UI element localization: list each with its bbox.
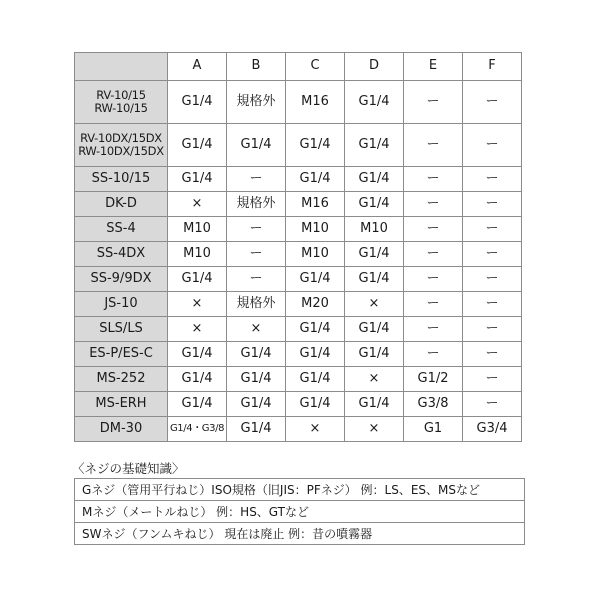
thread-basics-table — [74, 478, 525, 545]
thread-cell-b: ー — [227, 167, 286, 192]
thread-cell-e: ー — [404, 81, 463, 124]
row-header-model — [75, 417, 168, 442]
model-name-line: SS-4DX — [96, 245, 146, 261]
thread-cell-f: ー — [463, 81, 522, 124]
thread-cell-e: ー — [404, 292, 463, 317]
table-row — [75, 167, 522, 192]
thread-cell-b: ー — [227, 242, 286, 267]
thread-cell-c: G1/4 — [286, 392, 345, 417]
basics-row — [75, 523, 525, 545]
thread-cell-d: × — [345, 292, 404, 317]
thread-cell-e: ー — [404, 167, 463, 192]
table-row — [75, 342, 522, 367]
model-name-line: JS-10 — [104, 295, 138, 311]
thread-cell-a: × — [168, 317, 227, 342]
thread-cell-c: M10 — [286, 242, 345, 267]
thread-cell-f: ー — [463, 292, 522, 317]
thread-cell-e: G1/2 — [404, 367, 463, 392]
model-name-line: MS-ERH — [95, 395, 147, 411]
thread-cell-b: G1/4 — [227, 342, 286, 367]
thread-cell-c: × — [286, 417, 345, 442]
column-header-f: F — [463, 53, 522, 81]
row-header-model — [75, 317, 168, 342]
table-row — [75, 267, 522, 292]
table-row — [75, 81, 522, 124]
row-header-model — [75, 392, 168, 417]
thread-cell-c: G1/4 — [286, 342, 345, 367]
thread-cell-d: G1/4 — [345, 81, 404, 124]
thread-cell-d: G1/4 — [345, 317, 404, 342]
thread-cell-d: G1/4 — [345, 267, 404, 292]
table-row — [75, 367, 522, 392]
thread-cell-e: ー — [404, 124, 463, 167]
model-name-line: SS-4 — [106, 220, 136, 236]
thread-spec-table — [74, 52, 522, 442]
thread-cell-f: ー — [463, 124, 522, 167]
thread-cell-a: G1/4 — [168, 392, 227, 417]
thread-cell-f: ー — [463, 167, 522, 192]
thread-cell-f: G3/4 — [463, 417, 522, 442]
column-header-d: D — [345, 53, 404, 81]
model-name-line: RW-10/15 — [94, 101, 148, 115]
thread-basics-heading: 〈ネジの基礎知識〉 — [72, 461, 185, 476]
thread-cell-b: G1/4 — [227, 392, 286, 417]
model-name-line: RV-10DX/15DX — [80, 130, 162, 145]
thread-cell-e: ー — [404, 267, 463, 292]
row-header-model — [75, 292, 168, 317]
thread-cell-f: ー — [463, 367, 522, 392]
thread-cell-f: ー — [463, 392, 522, 417]
thread-cell-b: 規格外 — [227, 192, 286, 217]
basics-item-m-thread: Mネジ（メートルねじ） 例：HS、GTなど — [75, 501, 525, 523]
thread-cell-b: × — [227, 317, 286, 342]
table-body — [75, 81, 522, 442]
row-header-model — [75, 192, 168, 217]
model-name-line: ES-P/ES-C — [89, 345, 153, 361]
basics-row — [75, 479, 525, 501]
thread-cell-e: ー — [404, 342, 463, 367]
thread-cell-a: G1/4 — [168, 342, 227, 367]
thread-cell-a: G1/4 — [168, 81, 227, 124]
thread-cell-a: G1/4 — [168, 124, 227, 167]
model-name-line: SS-10/15 — [91, 170, 151, 186]
thread-cell-d: × — [345, 417, 404, 442]
thread-cell-d: G1/4 — [345, 124, 404, 167]
thread-cell-c: G1/4 — [286, 124, 345, 167]
model-name-line: DK-D — [105, 195, 137, 211]
thread-cell-c: G1/4 — [286, 367, 345, 392]
thread-cell-f: ー — [463, 267, 522, 292]
thread-cell-c: G1/4 — [286, 267, 345, 292]
table-row — [75, 417, 522, 442]
thread-cell-b: ー — [227, 217, 286, 242]
thread-cell-d: G1/4 — [345, 192, 404, 217]
basics-row — [75, 501, 525, 523]
thread-cell-b: G1/4 — [227, 417, 286, 442]
thread-cell-d: G1/4 — [345, 392, 404, 417]
thread-cell-c: M10 — [286, 217, 345, 242]
thread-cell-c: M16 — [286, 192, 345, 217]
thread-cell-a: G1/4 — [168, 167, 227, 192]
table-row — [75, 292, 522, 317]
table-row — [75, 317, 522, 342]
row-header-model — [75, 217, 168, 242]
row-header-model — [75, 342, 168, 367]
thread-cell-f: ー — [463, 242, 522, 267]
table-corner-cell — [75, 53, 168, 81]
thread-cell-e: G1 — [404, 417, 463, 442]
model-name-line: SS-9/9DX — [90, 270, 152, 286]
thread-cell-e: ー — [404, 317, 463, 342]
basics-item-g-thread: Gネジ（管用平行ねじ）ISO規格（旧JIS：PFネジ） 例：LS、ES、MSなど — [75, 479, 525, 501]
thread-cell-a: G1/4・G3/8 — [168, 417, 227, 442]
row-header-model — [75, 124, 168, 167]
thread-cell-e: ー — [404, 242, 463, 267]
table-header-row — [75, 53, 522, 81]
model-name-line: RV-10/15 — [96, 87, 146, 102]
row-header-model — [75, 167, 168, 192]
table-row — [75, 242, 522, 267]
thread-cell-a: M10 — [168, 217, 227, 242]
column-header-c: C — [286, 53, 345, 81]
table-row — [75, 192, 522, 217]
model-name-line: MS-252 — [96, 370, 146, 386]
thread-cell-e: G3/8 — [404, 392, 463, 417]
thread-cell-e: ー — [404, 217, 463, 242]
thread-cell-b: 規格外 — [227, 81, 286, 124]
thread-cell-a: M10 — [168, 242, 227, 267]
row-header-model — [75, 267, 168, 292]
table-row — [75, 124, 522, 167]
thread-cell-f: ー — [463, 192, 522, 217]
thread-cell-a: × — [168, 192, 227, 217]
model-name-line: RW-10DX/15DX — [78, 144, 164, 158]
thread-cell-b: ー — [227, 267, 286, 292]
thread-cell-f: ー — [463, 317, 522, 342]
thread-cell-a: × — [168, 292, 227, 317]
thread-cell-d: G1/4 — [345, 167, 404, 192]
model-name-line: SLS/LS — [99, 320, 143, 336]
thread-cell-f: ー — [463, 217, 522, 242]
thread-cell-b: 規格外 — [227, 292, 286, 317]
thread-cell-c: M16 — [286, 81, 345, 124]
thread-cell-a: G1/4 — [168, 267, 227, 292]
row-header-model — [75, 242, 168, 267]
column-header-e: E — [404, 53, 463, 81]
thread-cell-c: G1/4 — [286, 167, 345, 192]
row-header-model — [75, 81, 168, 124]
thread-cell-f: ー — [463, 342, 522, 367]
row-header-model — [75, 367, 168, 392]
column-header-a: A — [168, 53, 227, 81]
basics-item-sw-thread: SWネジ（フンムキねじ） 現在は廃止 例：昔の噴霧器 — [75, 523, 525, 545]
thread-cell-b: G1/4 — [227, 367, 286, 392]
thread-cell-a: G1/4 — [168, 367, 227, 392]
thread-cell-d: G1/4 — [345, 242, 404, 267]
thread-cell-c: G1/4 — [286, 317, 345, 342]
thread-cell-b: G1/4 — [227, 124, 286, 167]
model-name-line: DM-30 — [99, 420, 143, 436]
thread-cell-d: × — [345, 367, 404, 392]
thread-cell-e: ー — [404, 192, 463, 217]
thread-cell-d: M10 — [345, 217, 404, 242]
table-row — [75, 217, 522, 242]
column-header-b: B — [227, 53, 286, 81]
table-row — [75, 392, 522, 417]
thread-cell-d: G1/4 — [345, 342, 404, 367]
thread-cell-c: M20 — [286, 292, 345, 317]
